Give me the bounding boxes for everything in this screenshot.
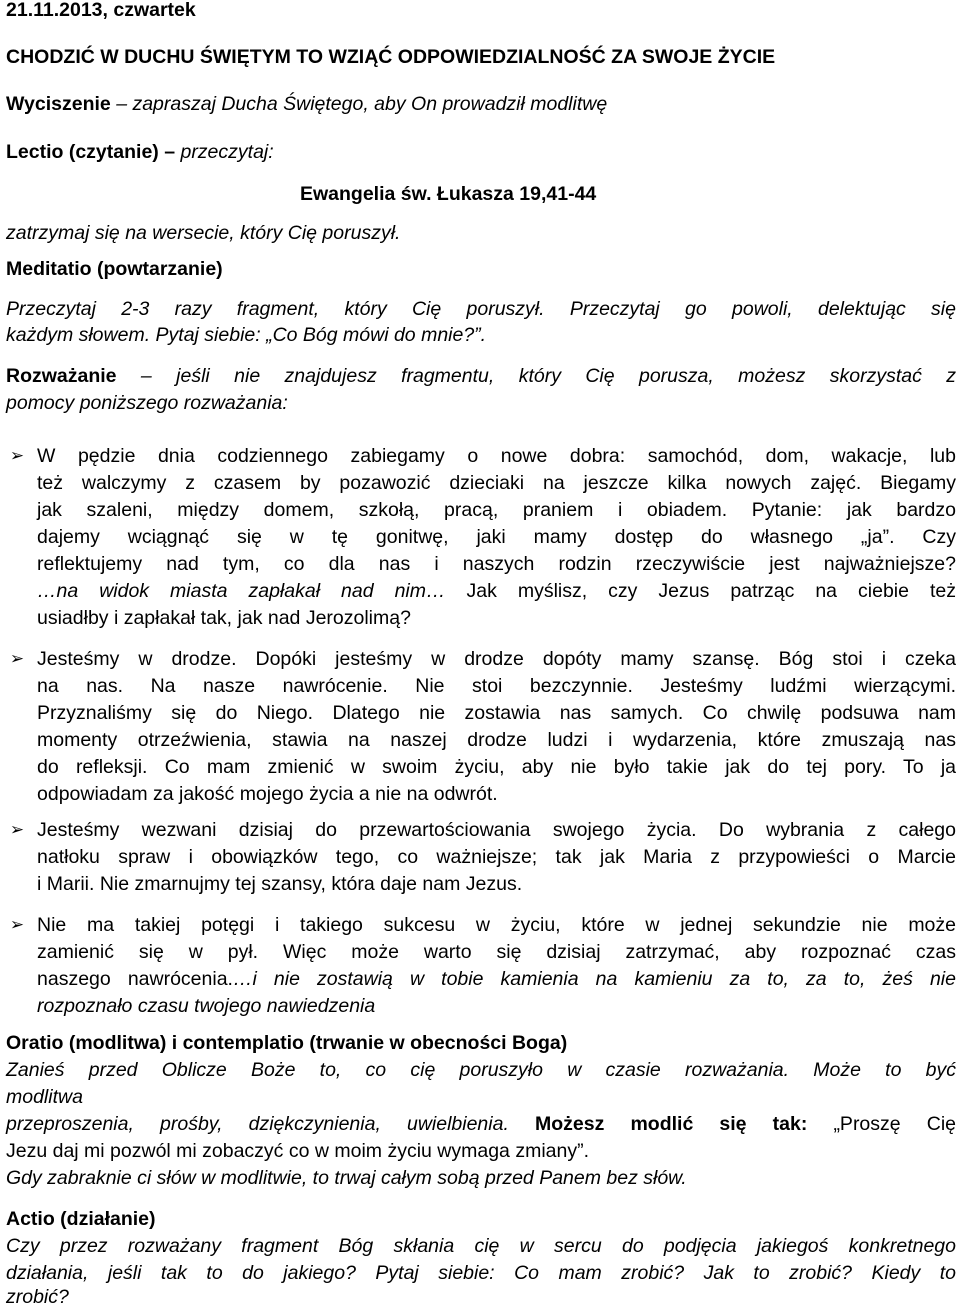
arrowhead-bullet-icon: ➢ [9,820,25,840]
bullet1-line1: W pędzie dnia codziennego zabiegamy o nowe dobra: samochód, dom, wakacje, lub [37,445,956,467]
bullet2-line2: na nas. Na nasze nawrócenie. Nie stoi bezczynnie. Jesteśmy ludźmi wierzącymi. [37,675,956,697]
actio-heading: Actio (działanie) [6,1208,156,1230]
meditatio-line2: każdym słowem. Pytaj siebie: „Co Bóg mówi do mnie?”. [6,324,487,346]
rozwazanie-text: – jeśli nie znajdujesz fragmentu, który Cię porusza, możesz skorzystać z [116,365,956,387]
bullet4-line4: rozpoznało czasu twojego nawiedzenia [37,995,376,1017]
bullet1-line2: też walczymy z czasem by pozawozić dzieciaki na jeszcze kilka nowych zajęć. Biegamy [37,472,956,494]
oratio-line2: modlitwa [6,1086,83,1108]
wyciszenie-label: Wyciszenie [6,93,111,115]
lectio-text: przeczytaj: [180,141,274,163]
oratio-line5: Gdy zabraknie ci słów w modlitwie, to trwaj całym sobą przed Panem bez słów. [6,1167,687,1189]
arrowhead-bullet-icon: ➢ [9,446,25,466]
bullet2-line5: do refleksji. Co mam zmienić w swoim życiu, aby nie było takie jak do tej pory. To ja [37,756,956,778]
bullet2-line3: Przyznaliśmy się do Niego. Dlatego nie zostawia nas samych. Co chwilę podsuwa nam [37,702,956,724]
actio-line1: Czy przez rozważany fragment Bóg skłania cię w sercu do podjęcia jakiegoś konkretnego [6,1235,956,1257]
bullet4-line1: Nie ma takiej potęgi i takiego sukcesu w życiu, które w jednej sekundzie nie może [37,914,956,936]
bullet4-line2: zamienić się w pył. Więc może warto się dzisiaj zatrzymać, aby rozpoznać czas [37,941,956,963]
bullet1-after-quote: Jak myślisz, czy Jezus patrząc na ciebie też [445,580,956,602]
document-title: CHODZIĆ W DUCHU ŚWIĘTYM TO WZIĄĆ ODPOWIEDZIALNOŚĆ ZA SWOJE ŻYCIE [6,46,776,68]
bullet2-line4: momenty otrzeźwienia, stawia na naszej drodze ludzi i wydarzenia, które zmuszają nas [37,729,956,751]
meditatio-line1: Przeczytaj 2-3 razy fragment, który Cię poruszył. Przeczytaj go powoli, delektując się [6,298,956,320]
meditatio-label: Meditatio (powtarzanie) [6,258,223,280]
rozwazanie-line2: pomocy poniższego rozważania: [6,392,288,414]
bullet1-line5: reflektujemy nad tym, co dla nas i naszych rodzin rzeczywiście jest najważniejsze? [37,553,956,575]
bullet2-line6: odpowiadam za jakość mojego życia a nie na odwrót. [37,783,498,805]
lectio-label: Lectio (czytanie) – [6,141,181,163]
bullet1-line7: usiadłby i zapłakał tak, jak nad Jerozolimą? [37,607,411,629]
oratio-line4: Jezu daj mi pozwól mi zobaczyć co w moim życiu wymaga zmiany”. [6,1140,590,1162]
actio-line3: zrobić? [6,1286,69,1308]
bullet4-line3-italic: …i nie zostawią w tobie kamienia na kamieniu za to, za to, żeś nie [232,968,956,990]
oratio-line3 [6,1111,956,1138]
bullet4-line3 [37,966,956,993]
bullet1-line3: jak szaleni, między domem, szkołą, pracą, praniem i obiadem. Pytanie: jak bardzo [37,499,956,521]
lectio-reference: Ewangelia św. Łukasza 19,41-44 [300,183,597,205]
rozwazanie-label: Rozważanie [6,365,117,387]
oratio-line3-normal: „Proszę Cię [807,1113,956,1135]
arrowhead-bullet-icon: ➢ [9,915,25,935]
wyciszenie-line [6,91,956,118]
lectio-line [6,139,956,166]
date-line: 21.11.2013, czwartek [6,0,196,21]
bullet3-line1: Jesteśmy wezwani dzisiaj do przewartościowania swojego życia. Do wybrania z całego [37,819,956,841]
bullet4-line3-normal: naszego nawrócenia. [37,968,233,990]
oratio-line1: Zanieś przed Oblicze Boże to, co cię poruszyło w czasie rozważania. Może to być [6,1059,956,1081]
oratio-line3-bold: Możesz modlić się tak: [535,1113,808,1135]
oratio-line3-italic: przeproszenia, prośby, dziękczynienia, uwielbienia. [6,1113,535,1135]
bullet1-line6 [37,578,956,605]
arrowhead-bullet-icon: ➢ [9,649,25,669]
actio-line2: działania, jeśli tak to do jakiego? Pytaj siebie: Co mam zrobić? Jak to zrobić? Kiedy to [6,1262,956,1284]
wyciszenie-text: – zapraszaj Ducha Świętego, aby On prowadził modlitwę [110,93,608,115]
lectio-instruction: zatrzymaj się na wersecie, który Cię poruszył. [6,222,401,244]
bullet1-quote: …na widok miasta zapłakał nad nim… [37,580,446,602]
bullet2-line1: Jesteśmy w drodze. Dopóki jesteśmy w drodze dopóty mamy szansę. Bóg stoi i czeka [37,648,956,670]
bullet3-line2: natłoku spraw i obowiązków tego, co ważniejsze; tak jak Maria z przypowieści o Marcie [37,846,956,868]
bullet1-line4: dajemy wciągnąć się w tę gonitwę, jaki mamy dostęp do własnego „ja”. Czy [37,526,956,548]
rozwazanie-line1 [6,363,956,390]
oratio-heading: Oratio (modlitwa) i contemplatio (trwanie w obecności Boga) [6,1032,568,1054]
bullet3-line3: i Marii. Nie zmarnujmy tej szansy, która daje nam Jezus. [37,873,523,895]
